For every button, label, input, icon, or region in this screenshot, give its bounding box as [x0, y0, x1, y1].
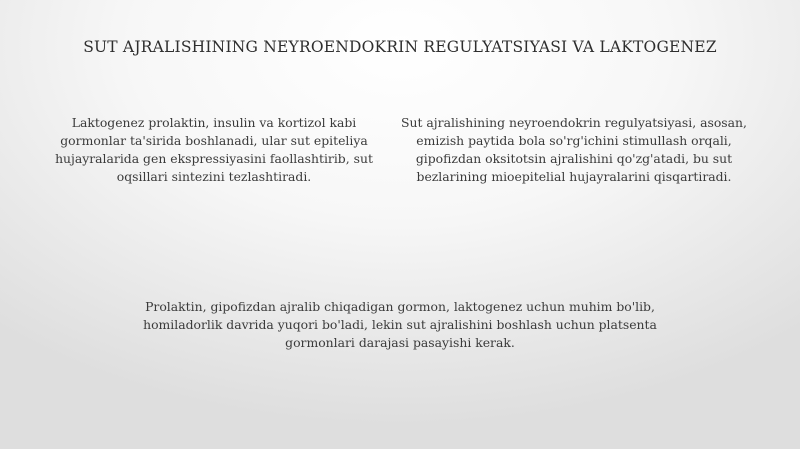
right-text-block: Sut ajralishining neyroendokrin regulyatsiyasi, asosan, emizish paytida bola so'rg'ichini stimullash orqali, gipofizdan oksitotsin ajralishini qo'zg'atadi, bu sut bezlarining mioepitelial hujayralarini qisqartiradi.	[401, 115, 747, 184]
slide-title: SUT AJRALISHINING NEYROENDOKRIN REGULYATSIYASI VA LAKTOGENEZ	[83, 38, 717, 56]
bottom-text-block: Prolaktin, gipofizdan ajralib chiqadigan gormon, laktogenez uchun muhim bo'lib, homiladorlik davrida yuqori bo'ladi, lekin sut ajralishini boshlash uchun platsenta gormonlari darajasi pasayishi kerak.	[143, 299, 657, 350]
left-text-block: Laktogenez prolaktin, insulin va kortizol kabi gormonlar ta'sirida boshlanadi, ular sut epiteliya hujayralarida gen ekspressiyasini faollashtirib, sut oqsillari sintezini tezlashtiradi.	[55, 115, 373, 184]
